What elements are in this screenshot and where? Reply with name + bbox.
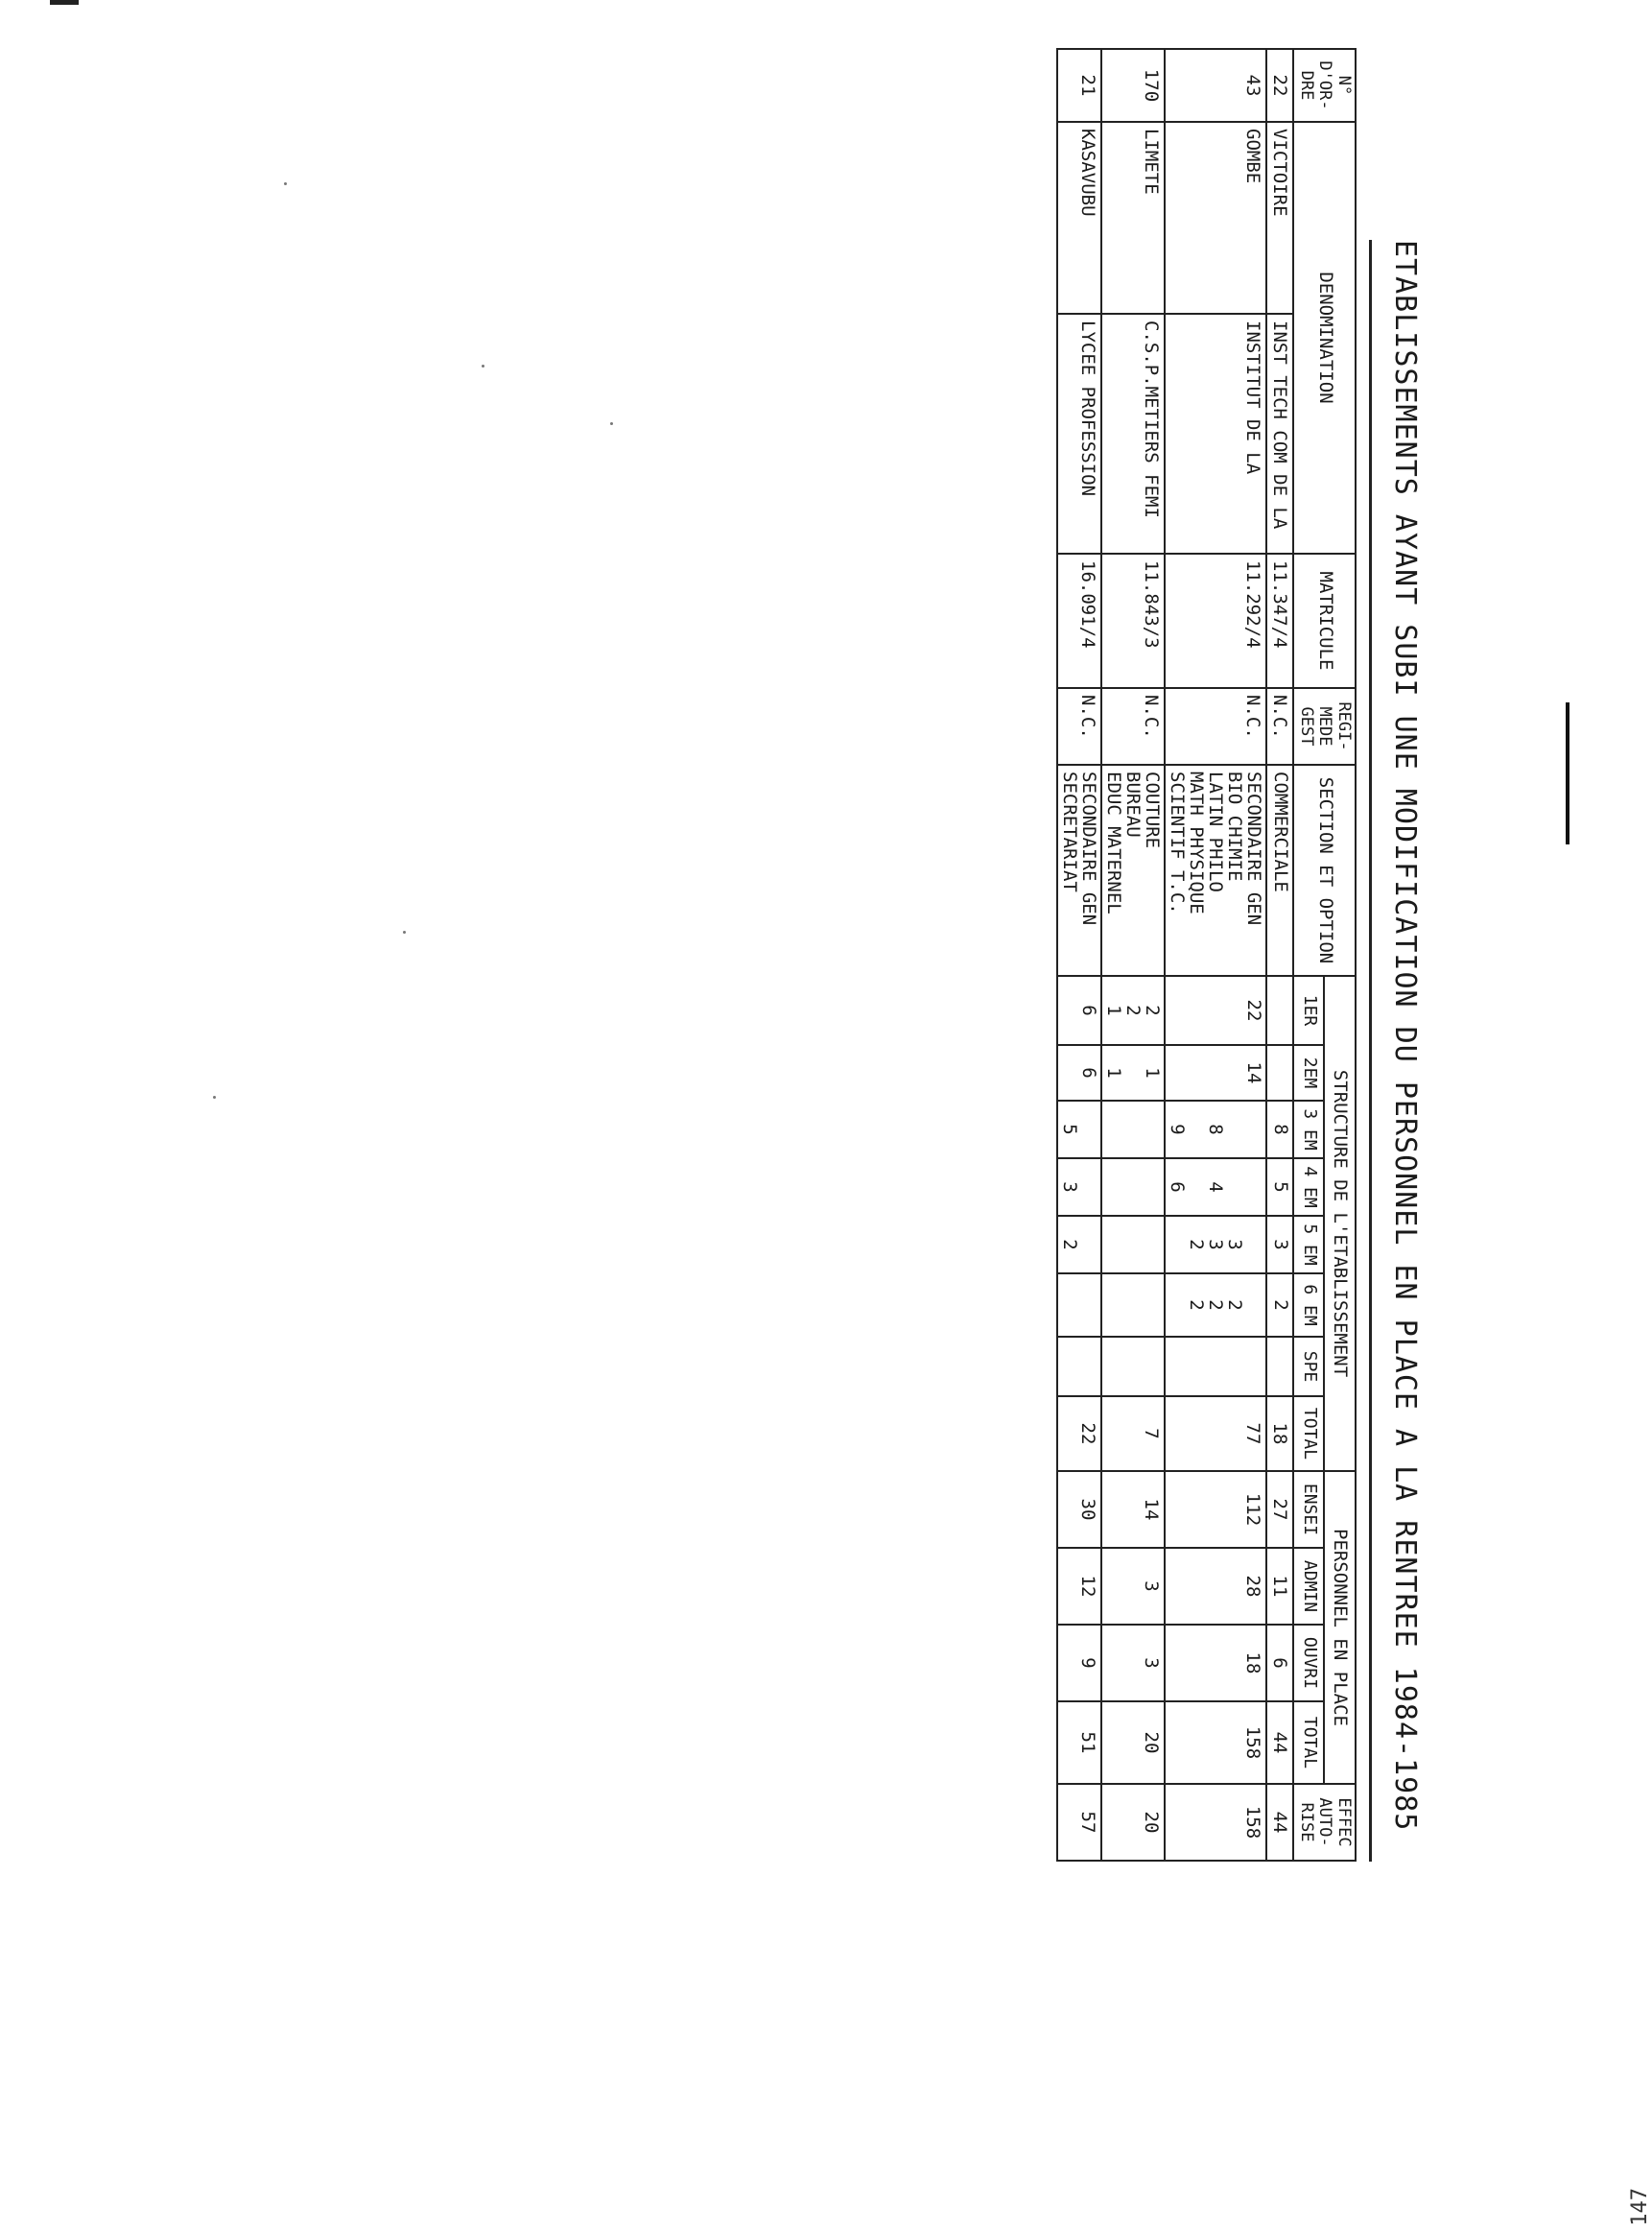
cell-personnel-total: 20 <box>1101 1701 1165 1784</box>
structure-value: 5 <box>1270 1181 1292 1193</box>
cell-structure-total: 22 <box>1057 1396 1101 1471</box>
scan-edge-mark <box>1566 702 1569 844</box>
cell-ordre: 22 <box>1266 49 1293 122</box>
structure-value <box>1079 1343 1098 1389</box>
option-line: EDUC MATERNEL <box>1103 772 1125 914</box>
option-line: SECONDAIRE GEN <box>1078 772 1100 926</box>
structure-value: 2 <box>1270 1299 1292 1311</box>
cell-structure-s4 <box>1057 1158 1101 1216</box>
structure-value <box>1206 983 1225 1038</box>
structure-value <box>1225 983 1244 1038</box>
cell-ensei: 30 <box>1057 1471 1101 1548</box>
cell-structure-total: 7 <box>1101 1396 1165 1471</box>
structure-value: 5 <box>1059 1124 1081 1135</box>
structure-value <box>1143 1107 1162 1152</box>
cell-structure-s6 <box>1266 1273 1293 1337</box>
structure-value: 6 <box>1078 1067 1100 1079</box>
cell-section-options <box>1057 765 1101 976</box>
structure-value: 14 <box>1243 1061 1265 1084</box>
structure-value <box>1225 1343 1244 1389</box>
cell-structure-s3 <box>1101 1101 1165 1158</box>
structure-value: 2 <box>1122 1005 1145 1016</box>
cell-regime: N.C. <box>1165 688 1266 765</box>
scan-speck <box>610 422 613 425</box>
table-row <box>1165 49 1266 1861</box>
cell-structure-total: 18 <box>1266 1396 1293 1471</box>
subheader-1er: 1ER <box>1293 976 1324 1045</box>
cell-structure-s1 <box>1165 976 1266 1045</box>
structure-value <box>1168 1280 1187 1330</box>
structure-value <box>1123 1223 1143 1267</box>
cell-section-options <box>1165 765 1266 976</box>
structure-value: 8 <box>1270 1124 1292 1135</box>
cell-structure-spe <box>1165 1337 1266 1396</box>
structure-value: 9 <box>1167 1124 1189 1135</box>
cell-structure-spe <box>1057 1337 1101 1396</box>
structure-value <box>1271 1052 1290 1094</box>
cell-nom: LYCEE PROFESSION <box>1057 314 1101 554</box>
structure-value <box>1168 983 1187 1038</box>
structure-value <box>1123 1107 1143 1152</box>
structure-value <box>1225 1107 1244 1152</box>
cell-structure-s2 <box>1057 1045 1101 1101</box>
cell-structure-s1 <box>1266 976 1293 1045</box>
cell-structure-s2 <box>1266 1045 1293 1101</box>
structure-value <box>1143 1280 1162 1330</box>
structure-value <box>1271 1343 1290 1389</box>
structure-value <box>1206 1052 1225 1094</box>
structure-value: 2 <box>1142 1005 1164 1016</box>
cell-ensei: 27 <box>1266 1471 1293 1548</box>
subheader-4em: 4 EM <box>1293 1158 1324 1216</box>
option-line: SECONDAIRE GEN <box>1243 772 1265 926</box>
structure-value <box>1060 1280 1079 1330</box>
cell-structure-s3 <box>1266 1101 1293 1158</box>
option-line: MATH PHYSIQUE <box>1186 772 1208 914</box>
structure-value <box>1104 1165 1123 1209</box>
subheader-personnel-total: TOTAL <box>1293 1701 1324 1784</box>
scan-speck <box>403 931 406 934</box>
structure-value <box>1244 1165 1263 1209</box>
cell-structure-s4 <box>1101 1158 1165 1216</box>
structure-value <box>1187 1052 1206 1094</box>
cell-structure-s5 <box>1266 1216 1293 1273</box>
structure-value <box>1187 983 1206 1038</box>
structure-value <box>1123 1343 1143 1389</box>
cell-section-options <box>1266 765 1293 976</box>
structure-value: 6 <box>1078 1005 1100 1016</box>
structure-value: 3 <box>1224 1239 1246 1250</box>
cell-commune: LIMETE <box>1101 122 1165 314</box>
cell-structure-s2 <box>1101 1045 1165 1101</box>
structure-value <box>1271 983 1290 1038</box>
cell-structure-s2 <box>1165 1045 1266 1101</box>
cell-structure-s5 <box>1101 1216 1165 1273</box>
structure-value <box>1244 1280 1263 1330</box>
cell-personnel-total: 158 <box>1165 1701 1266 1784</box>
header-ordre: N° D'OR-DRE <box>1293 49 1356 122</box>
structure-value <box>1079 1280 1098 1330</box>
cell-matricule: 11.843/3 <box>1101 554 1165 688</box>
cell-structure-s6 <box>1101 1273 1165 1337</box>
option-line: LATIN PHILO <box>1205 772 1227 892</box>
cell-effectif: 44 <box>1266 1784 1293 1861</box>
structure-value <box>1104 1280 1123 1330</box>
structure-value: 1 <box>1103 1067 1125 1079</box>
option-line: BUREAU <box>1122 772 1145 838</box>
structure-value <box>1187 1107 1206 1152</box>
structure-value: 3 <box>1270 1239 1292 1250</box>
cell-structure-s3 <box>1057 1101 1101 1158</box>
subheader-structure-total: TOTAL <box>1293 1396 1324 1471</box>
cell-admin: 28 <box>1165 1548 1266 1625</box>
cell-section-options <box>1101 765 1165 976</box>
cell-matricule: 11.347/4 <box>1266 554 1293 688</box>
cell-admin: 12 <box>1057 1548 1101 1625</box>
structure-value: 8 <box>1205 1124 1227 1135</box>
structure-value: 1 <box>1103 1005 1125 1016</box>
cell-ouvri: 18 <box>1165 1625 1266 1701</box>
scan-speck <box>482 365 484 368</box>
structure-value: 2 <box>1224 1299 1246 1311</box>
cell-ensei: 112 <box>1165 1471 1266 1548</box>
subheader-3em: 3 EM <box>1293 1101 1324 1158</box>
title-underline <box>1369 240 1372 1862</box>
cell-structure-s5 <box>1165 1216 1266 1273</box>
structure-value <box>1104 1223 1123 1267</box>
page-number: 147 <box>1628 2188 1652 2226</box>
cell-nom: INSTITUT DE LA <box>1165 314 1266 554</box>
structure-value <box>1187 1343 1206 1389</box>
structure-value <box>1060 1343 1079 1389</box>
structure-value <box>1244 1343 1263 1389</box>
cell-ouvri: 9 <box>1057 1625 1101 1701</box>
structure-value <box>1143 1223 1162 1267</box>
subheader-spe: SPE <box>1293 1337 1324 1396</box>
structure-value: 3 <box>1205 1239 1227 1250</box>
cell-regime: N.C. <box>1266 688 1293 765</box>
cell-structure-total: 77 <box>1165 1396 1266 1471</box>
cell-ouvri: 3 <box>1101 1625 1165 1701</box>
structure-value <box>1244 1107 1263 1152</box>
header-effectif: EFFEC AUTO-RISE <box>1293 1784 1356 1861</box>
cell-personnel-total: 44 <box>1266 1701 1293 1784</box>
cell-structure-s1 <box>1057 976 1101 1045</box>
structure-value <box>1123 1165 1143 1209</box>
structure-value <box>1143 1343 1162 1389</box>
cell-structure-s1 <box>1101 976 1165 1045</box>
structure-value <box>1244 1223 1263 1267</box>
table-container <box>1056 48 1357 1862</box>
option-line: SECRETARIAT <box>1059 772 1081 892</box>
cell-ouvri: 6 <box>1266 1625 1293 1701</box>
structure-value <box>1079 1165 1098 1209</box>
structure-value <box>1079 1107 1098 1152</box>
header-regime: REGI-MEDE GEST <box>1293 688 1356 765</box>
cell-structure-s5 <box>1057 1216 1101 1273</box>
cell-ensei: 14 <box>1101 1471 1165 1548</box>
cell-effectif: 20 <box>1101 1784 1165 1861</box>
cell-nom: INST TECH COM DE LA <box>1266 314 1293 554</box>
structure-value <box>1060 983 1079 1038</box>
structure-value <box>1079 1223 1098 1267</box>
structure-value <box>1225 1165 1244 1209</box>
structure-value <box>1104 1343 1123 1389</box>
cell-structure-s6 <box>1057 1273 1101 1337</box>
structure-value: 6 <box>1167 1181 1189 1193</box>
structure-value: 2 <box>1059 1239 1081 1250</box>
cell-ordre: 21 <box>1057 49 1101 122</box>
cell-structure-s4 <box>1266 1158 1293 1216</box>
structure-value <box>1123 1280 1143 1330</box>
option-line: COMMERCIALE <box>1270 772 1292 892</box>
structure-value <box>1225 1052 1244 1094</box>
option-line: SCIENTIF T.C. <box>1167 772 1189 914</box>
subheader-admin: ADMIN <box>1293 1548 1324 1625</box>
cell-commune: GOMBE <box>1165 122 1266 314</box>
cell-commune: VICTOIRE <box>1266 122 1293 314</box>
table-row <box>1266 49 1293 1861</box>
structure-value <box>1143 1165 1162 1209</box>
cell-regime: N.C. <box>1101 688 1165 765</box>
structure-value: 2 <box>1205 1299 1227 1311</box>
header-structure: STRUCTURE DE L'ETABLISSEMENT <box>1324 976 1356 1471</box>
structure-value <box>1123 1052 1143 1094</box>
table-row <box>1057 49 1101 1861</box>
document-title: ETABLISSEMENTS AYANT SUBI UNE MODIFICATION DU PERSONNEL EN PLACE A LA RENTREE 1984-1985 <box>1388 240 1422 1832</box>
subheader-2em: 2EM <box>1293 1045 1324 1101</box>
cell-structure-spe <box>1101 1337 1165 1396</box>
structure-value: 2 <box>1186 1299 1208 1311</box>
rotated-page-content <box>808 60 1652 2226</box>
establishments-table <box>1056 48 1357 1862</box>
cell-admin: 3 <box>1101 1548 1165 1625</box>
cell-matricule: 11.292/4 <box>1165 554 1266 688</box>
cell-structure-s4 <box>1165 1158 1266 1216</box>
cell-ordre: 170 <box>1101 49 1165 122</box>
structure-value: 4 <box>1205 1181 1227 1193</box>
subheader-ouvri: OUVRI <box>1293 1625 1324 1701</box>
cell-nom: C.S.P.METIERS FEMI <box>1101 314 1165 554</box>
cell-structure-s6 <box>1165 1273 1266 1337</box>
structure-value <box>1187 1165 1206 1209</box>
header-matricule: MATRICULE <box>1293 554 1356 688</box>
scan-speck <box>284 182 287 185</box>
structure-value: 3 <box>1059 1181 1081 1193</box>
structure-value <box>1168 1052 1187 1094</box>
cell-matricule: 16.091/4 <box>1057 554 1101 688</box>
option-line: COUTURE <box>1142 772 1164 849</box>
structure-value <box>1104 1107 1123 1152</box>
cell-personnel-total: 51 <box>1057 1701 1101 1784</box>
subheader-5em: 5 EM <box>1293 1216 1324 1273</box>
cell-admin: 11 <box>1266 1548 1293 1625</box>
cell-effectif: 158 <box>1165 1784 1266 1861</box>
structure-value <box>1168 1343 1187 1389</box>
cell-regime: N.C. <box>1057 688 1101 765</box>
cell-effectif: 57 <box>1057 1784 1101 1861</box>
header-section-option: SECTION ET OPTION <box>1293 765 1356 976</box>
cell-commune: KASAVUBU <box>1057 122 1101 314</box>
corner-mark <box>50 0 79 5</box>
header-personnel: PERSONNEL EN PLACE <box>1324 1471 1356 1784</box>
cell-ordre: 43 <box>1165 49 1266 122</box>
scan-speck <box>213 1096 216 1099</box>
structure-value <box>1168 1223 1187 1267</box>
header-denomination: DENOMINATION <box>1293 122 1356 554</box>
cell-structure-spe <box>1266 1337 1293 1396</box>
table-row <box>1101 49 1165 1861</box>
option-line: BIO CHIMIE <box>1224 772 1246 882</box>
structure-value: 1 <box>1142 1067 1164 1079</box>
structure-value: 2 <box>1186 1239 1208 1250</box>
structure-value: 22 <box>1243 999 1265 1022</box>
cell-structure-s3 <box>1165 1101 1266 1158</box>
structure-value <box>1060 1052 1079 1094</box>
structure-value <box>1206 1343 1225 1389</box>
table-body <box>1057 49 1293 1861</box>
subheader-ensei: ENSEI <box>1293 1471 1324 1548</box>
subheader-6em: 6 EM <box>1293 1273 1324 1337</box>
